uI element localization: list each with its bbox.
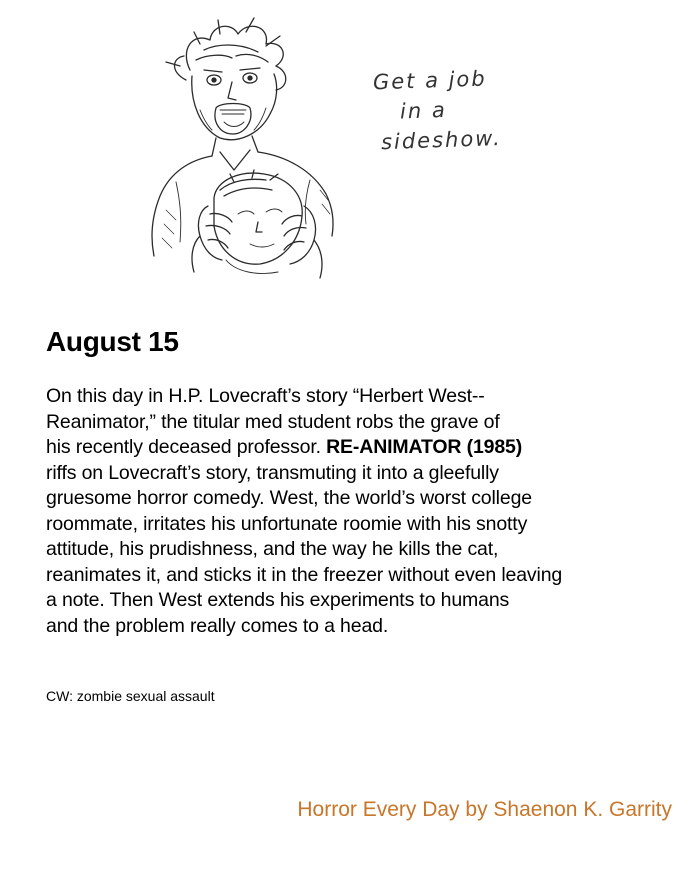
- entry-body: [46, 384, 666, 639]
- entry-date: August 15: [46, 326, 179, 357]
- body-line: Reanimator,” the titular med student robs the grave of: [46, 410, 500, 433]
- body-line: riffs on Lovecraft’s story, transmuting it into a gleefully: [46, 461, 499, 484]
- series-credit: Horror Every Day by Shaenon K. Garrity: [297, 798, 672, 821]
- body-line: reanimates it, and sticks it in the freezer without even leaving: [46, 563, 563, 586]
- body-line: attitude, his prudishness, and the way he kills the cat,: [46, 538, 499, 560]
- body-line-with-title: [46, 435, 666, 461]
- caption-line: sideshow.: [380, 125, 503, 155]
- caption-line: in a: [399, 97, 448, 124]
- content-warning: CW: zombie sexual assault: [46, 688, 215, 704]
- illustration-caption: [370, 61, 573, 158]
- body-line: and the problem really comes to a head.: [46, 614, 389, 637]
- body-line: his recently deceased professor.: [46, 436, 327, 458]
- film-title: RE-ANIMATOR (1985): [326, 436, 523, 458]
- body-line: On this day in H.P. Lovecraft’s story “Herbert West--: [46, 385, 485, 407]
- caption-line: Get a job: [372, 66, 488, 95]
- body-line: gruesome horror comedy. West, the world’s worst college: [46, 487, 532, 509]
- body-line: roommate, irritates his unfortunate roomie with his snotty: [46, 512, 528, 535]
- body-line: a note. Then West extends his experiments to humans: [46, 589, 510, 611]
